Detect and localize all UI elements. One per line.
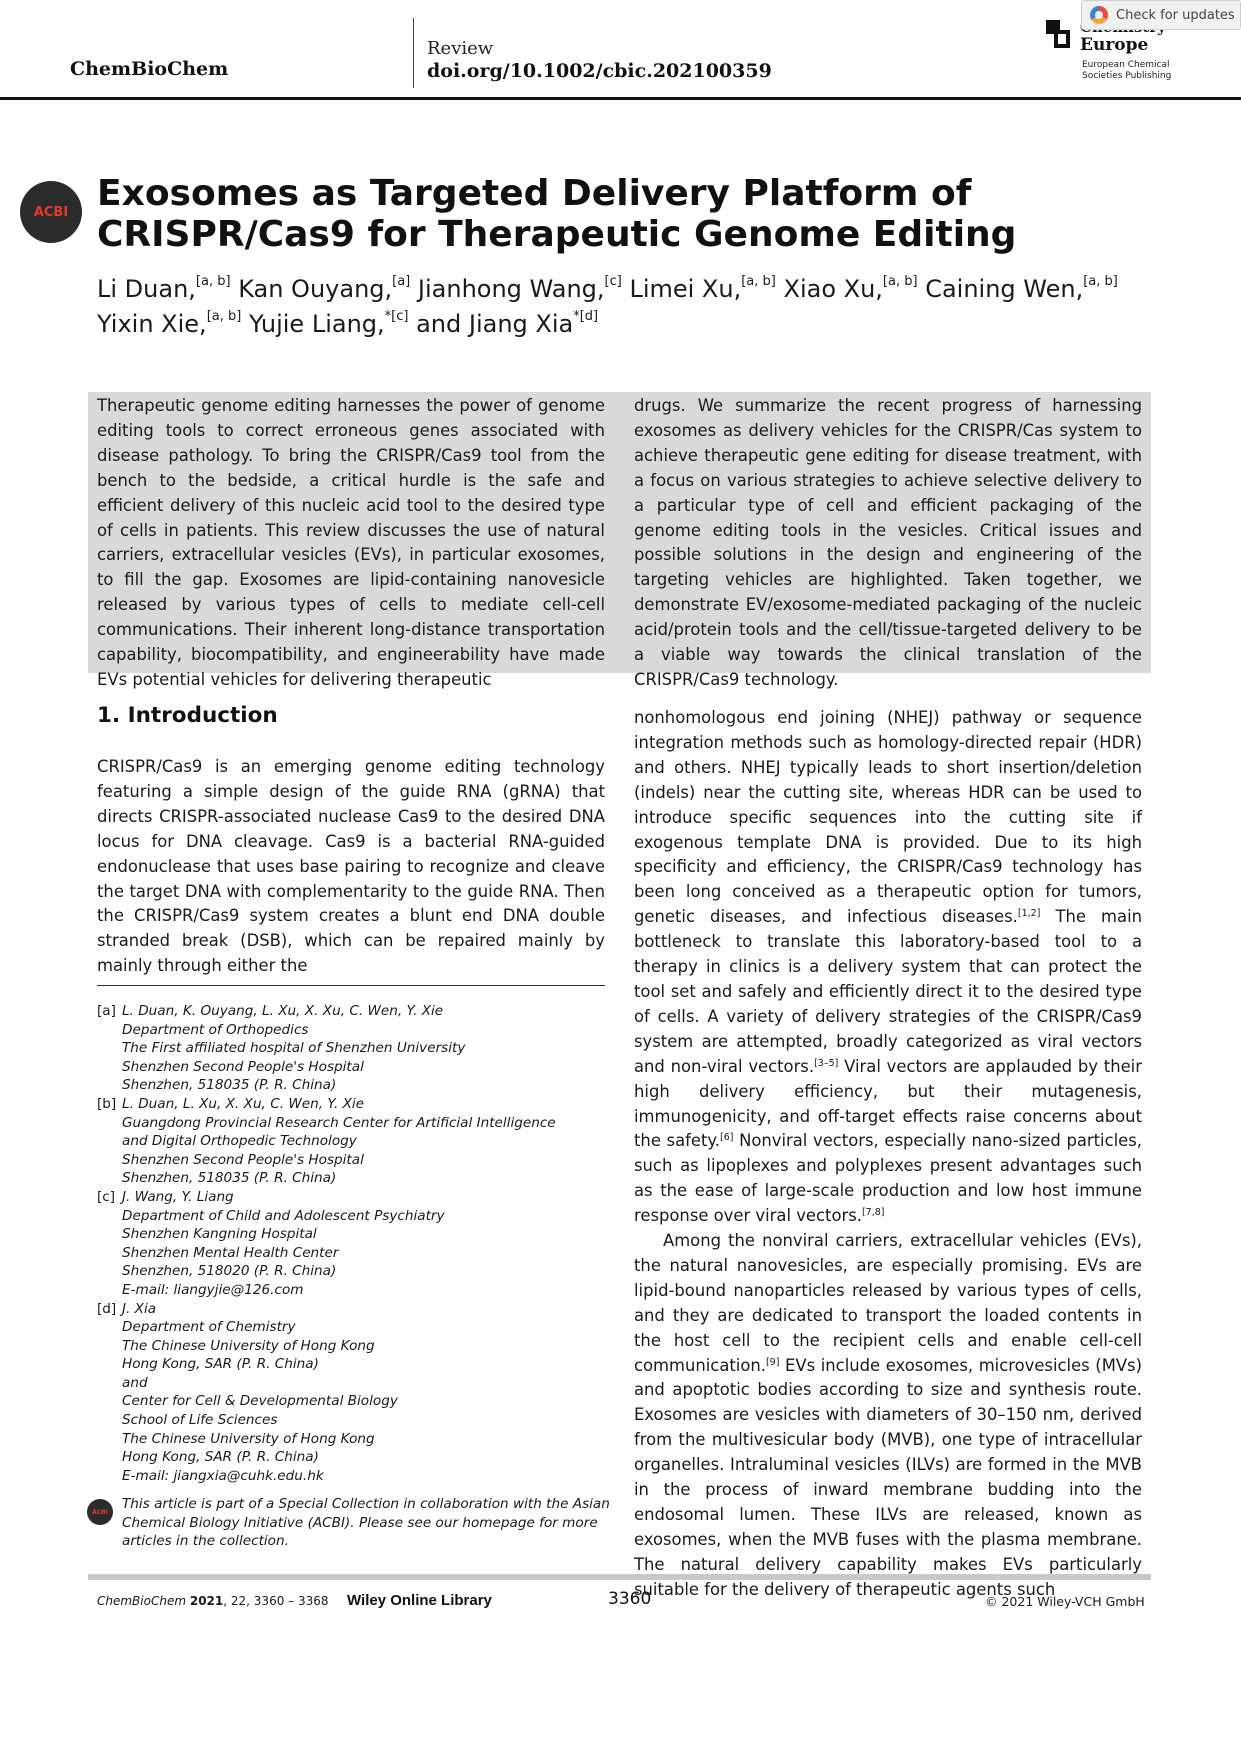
reference-mark[interactable]: [1,2]	[1017, 908, 1041, 920]
affiliation-line: Shenzhen Second People's Hospital	[122, 1151, 364, 1168]
reference-mark[interactable]: [3–5]	[814, 1057, 839, 1069]
author-affiliation-mark: [a, b]	[882, 274, 918, 289]
author-affiliation-mark: [a, b]	[1083, 274, 1118, 289]
journal-name: ChemBioChem	[70, 58, 229, 80]
doi-link[interactable]: doi.org/10.1002/cbic.202100359	[427, 60, 772, 82]
affiliation-line: Department of Orthopedics	[122, 1021, 309, 1038]
header-divider	[413, 18, 414, 88]
affiliation-tag: [d]	[97, 1300, 117, 1317]
author-affiliation-mark: [a, b]	[206, 309, 242, 324]
chemistry-europe-logo-icon	[1046, 20, 1070, 48]
author-name: and Jiang Xia$^{*[d]}$	[416, 309, 599, 338]
affiliation-line: Shenzhen Mental Health Center	[122, 1244, 339, 1261]
acbi-small-badge-icon: ACBI	[87, 1499, 113, 1525]
author-name: Yixin Xie,[a, b]	[97, 309, 242, 338]
affiliation-line: Hong Kong, SAR (P. R. China)	[122, 1356, 319, 1373]
acbi-badge-icon: ACBI	[20, 181, 82, 243]
affiliation-tag: [b]	[97, 1095, 117, 1112]
author-name: Yujie Liang,$^{*[c]}$	[248, 309, 409, 338]
author-affiliation-mark: [a]	[392, 274, 411, 289]
affiliation-lines	[122, 1300, 398, 1486]
affiliation-line: J. Xia	[122, 1300, 157, 1317]
header-rule	[0, 97, 1241, 100]
affiliations	[97, 1002, 617, 1485]
affiliation-entry	[97, 1095, 617, 1188]
copyright: © 2021 Wiley-VCH GmbH	[985, 1594, 1145, 1609]
affiliation-line: Shenzhen, 518035 (P. R. China)	[122, 1170, 337, 1187]
abstract-right-column: drugs. We summarize the recent progress of harnessing exosomes as delivery vehicles for the CRISPR/Cas system to achieve therapeutic gene editing for disease treatment, with a focus on various strategies to achieve selective delivery to a particular type of cell and efficient packaging of the genome editing tools in the vesicles. Critical issues and possible solutions in the design and engineering of the targeting vehicles are highlighted. Taken together, we demonstrate EV/exosome-mediated packaging of the nucleic acid/protein tools and the cell/tissue-targeted delivery to be a viable way towards the clinical translation of the CRISPR/Cas9 technology.	[634, 396, 1142, 689]
abstract-left-column: Therapeutic genome editing harnesses the power of genome editing tools to correct erroneous genes associated with disease pathology. To bring the CRISPR/Cas9 tool from the bench to the bedside, a critical hurdle is the safe and efficient delivery of this nucleic acid tool to the desired type of cells in patients. This review discusses the use of natural carriers, extracellular vesicles (EVs), in particular exosomes, to fill the gap. Exosomes are lipid-containing nanovesicle released by various types of cells to mediate cell-cell communications. Their inherent long-distance transportation capability, biocompatibility, and engineerability have made EVs potential vehicles for delivering therapeutic	[97, 396, 605, 689]
affiliation-line: L. Duan, K. Ouyang, L. Xu, X. Xu, C. Wen, Y. Xie	[122, 1003, 444, 1019]
check-for-updates-button[interactable]	[1081, 0, 1241, 30]
author-name: Li Duan,[a, b]	[97, 274, 231, 303]
affiliation-entry	[97, 1300, 617, 1486]
intro-paragraph-3: Among the nonviral carriers, extracellular vehicles (EVs), the natural nanovesicles, are especially promising. EVs are lipid-bound nanoparticles released by various types of cells, and they are dedicated to transport the loaded contents in the host cell to the recipient cells and enable cell-cell communication.[9] EVs include exosomes, microvesicles (MVs) and apoptotic bodies according to size and synthesis route. Exosomes are vesicles with diameters of 30–150 nm, derived from the multivesicular body (MVB), one type of intracellular organelles. Intraluminal vesicles (ILVs) are formed in the MVB in the process of inward membrane budding into the endosomal lumen. These ILVs are released, known as exosomes, when the MVB fuses with the plasma membrane. The natural delivery capability makes EVs particularly suitable for the delivery of therapeutic agents such	[634, 1231, 1142, 1599]
affiliation-line: School of Life Sciences	[122, 1412, 278, 1429]
author-affiliation-mark: *[d]	[573, 309, 599, 324]
page-number: 3360	[608, 1589, 652, 1609]
affiliation-entry	[97, 1188, 617, 1300]
affiliation-line: Hong Kong, SAR (P. R. China)	[122, 1449, 319, 1466]
author-affiliation-mark: [a, b]	[195, 274, 231, 289]
author-name: Caining Wen,[a, b]	[925, 274, 1118, 303]
reference-mark[interactable]: [7,8]	[861, 1207, 885, 1219]
affiliation-line: Guangdong Provincial Research Center for Artificial Intelligence	[122, 1114, 556, 1131]
intro-paragraph-1: CRISPR/Cas9 is an emerging genome editing technology featuring a simple design of the guide RNA (gRNA) that directs CRISPR-associated nuclease Cas9 to the desired DNA locus for DNA cleavage. Cas9 is a bacterial RNA-guided endonuclease that uses base pairing to recognize and cleave the target DNA with complementarity to the guide RNA. Then the CRISPR/Cas9 system creates a blunt end DNA double stranded break (DSB), which can be repaired mainly by mainly through either the	[97, 757, 605, 976]
footer-citation: ChemBioChem 2021, 22, 3360 – 3368	[97, 1594, 329, 1608]
affiliation-line: Department of Child and Adolescent Psychiatry	[122, 1207, 445, 1224]
author-name: Xiao Xu,[a, b]	[783, 274, 918, 303]
affiliation-line: Shenzhen, 518020 (P. R. China)	[122, 1263, 337, 1280]
reference-mark[interactable]: [6]	[719, 1132, 734, 1144]
affiliation-line: and Digital Orthopedic Technology	[122, 1133, 357, 1150]
affiliation-line[interactable]: E-mail: jiangxia@cuhk.edu.hk	[122, 1467, 324, 1484]
affiliation-line: J. Wang, Y. Liang	[122, 1188, 234, 1205]
affiliation-line: Center for Cell & Developmental Biology	[122, 1393, 398, 1410]
author-list	[97, 272, 1157, 342]
right-column-body	[634, 706, 1142, 1603]
affiliation-lines	[122, 1002, 465, 1095]
author-affiliation-mark: [c]	[604, 274, 622, 289]
affiliation-line: The Chinese University of Hong Kong	[122, 1430, 375, 1447]
affiliation-line: and	[122, 1374, 148, 1391]
check-for-updates-label: Check for updates	[1116, 7, 1235, 23]
article-type: Review	[427, 38, 494, 59]
affiliation-line[interactable]: E-mail: liangyjie@126.com	[122, 1281, 304, 1298]
affiliation-line: Shenzhen Kangning Hospital	[122, 1226, 317, 1243]
crossmark-icon	[1090, 6, 1108, 24]
author-name: Limei Xu,[a, b]	[629, 274, 776, 303]
affiliation-line: Department of Chemistry	[122, 1319, 296, 1336]
abstract-box	[88, 392, 1151, 689]
article-title: Exosomes as Targeted Delivery Platform of CRISPR/Cas9 for Therapeutic Genome Editing	[97, 173, 1017, 255]
affiliation-line: The Chinese University of Hong Kong	[122, 1337, 375, 1354]
author-name: Jianhong Wang,[c]	[417, 274, 622, 303]
section-heading-introduction: 1. Introduction	[97, 703, 278, 728]
collection-note	[87, 1495, 617, 1551]
author-affiliation-mark: [a, b]	[741, 274, 776, 289]
affiliation-line: Shenzhen, 518035 (P. R. China)	[122, 1077, 337, 1094]
affiliation-line: L. Duan, L. Xu, X. Xu, C. Wen, Y. Xie	[122, 1095, 365, 1112]
intro-paragraph-2: nonhomologous end joining (NHEJ) pathway or sequence integration methods such as homology-directed repair (HDR) and others. NHEJ typically leads to short insertion/deletion (indels) near the cutting site, whereas HDR can be used to introduce specific sequences into the cutting site if exogenous template DNA is provided. Due to its high specificity and efficiency, the CRISPR/Cas9 technology has been long conceived as a therapeutic option for tumors, genetic diseases, and infectious diseases.[1,2] The main bottleneck to translate this laboratory-based tool to a therapy in clinics is a delivery system that can protect the tool set and safely and efficiently direct it to the desired type of cells. A variety of delivery strategies of the CRISPR/Cas9 system are attempted, broadly categorized as viral vectors and non-viral vectors.[3–5] Viral vectors are applauded by their high delivery efficiency, but their mutagenesis, immunogenicity, and off-target effects raise concerns about the safety.[6] Nonviral vectors, especially nano-sized particles, such as lipoplexes and polyplexes present advantages such as the ease of large-scale production and low host immune response over viral vectors.[7,8]	[634, 708, 1143, 1226]
footer-rule	[88, 1574, 1151, 1580]
author-name: Kan Ouyang,[a]	[238, 274, 411, 303]
affiliation-tag: [c]	[97, 1188, 116, 1205]
reference-mark[interactable]: [9]	[765, 1356, 780, 1368]
wiley-online-library-link[interactable]: Wiley Online Library	[347, 1592, 492, 1609]
affiliation-tag: [a]	[97, 1003, 116, 1019]
author-affiliation-mark: *[c]	[384, 309, 409, 324]
publisher-line2: Europe	[1080, 35, 1149, 55]
affiliation-lines	[122, 1095, 556, 1188]
affiliation-lines	[122, 1188, 445, 1300]
publisher-subtitle: European Chemical Societies Publishing	[1082, 60, 1172, 81]
affiliation-entry	[97, 1002, 617, 1095]
affiliation-line: The First affiliated hospital of Shenzhen University	[122, 1040, 466, 1057]
affiliation-line: Shenzhen Second People's Hospital	[122, 1058, 364, 1075]
affiliation-rule	[97, 985, 605, 986]
collection-note-text: This article is part of a Special Collection in collaboration with the Asian Chemical Biology Initiative (ACBI). Please see our homepage for more articles in the collection.	[122, 1496, 610, 1550]
